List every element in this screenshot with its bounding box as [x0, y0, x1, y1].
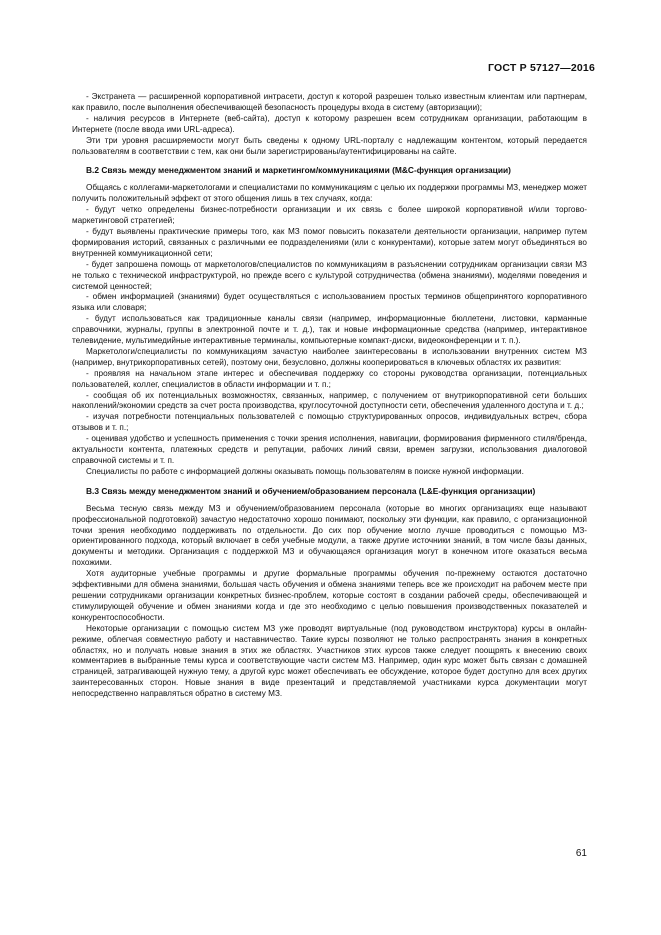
- paragraph: - будет запрошена помощь от маркетологов/специалистов по коммуникациям в разъяснении сотрудникам организации связи МЗ не только с технической инфраструктурой, но прежде всего с культурой сотрудничества (обмена знаниями), моделями поведения и системой ценностей;: [72, 259, 587, 291]
- paragraph: - проявляя на начальном этапе интерес и обеспечивая поддержку со стороны руководства организации, потенциальных пользователей, коллег, специалистов в области информации и т. п.;: [72, 368, 587, 389]
- paragraph: Некоторые организации с помощью систем МЗ уже проводят виртуальные (под руководством инструктора) курсы в онлайн-режиме, облегчая совместную работу и наставничество. Такие курсы позволяют не только распространять знания в конкретных областях, но и получать новые знания в этих же областях. Участников этих курсов также следует поощрять к внесению своих комментариев в выбранные темы курса и соответствующие части систем МЗ. Например, один курс может быть связан с домашней страницей, затрагивающей нужную тему, а другой курс может обеспечивать ее обсуждение, которое будет доступно для всех других заинтересованных сторон. Новые знания в виде презентаций и представляемой участниками курса документации могут непосредственно направляться обратно в систему МЗ.: [72, 623, 587, 699]
- section-heading: В.2 Связь между менеджментом знаний и маркетингом/коммуникациями (M&C-функция организации): [86, 165, 511, 176]
- page-number: 61: [575, 848, 587, 859]
- paragraph: - будут выявлены практические примеры того, как МЗ помог повысить показатели деятельности организации, например путем формирования историй, связанных с различными ее подразделениями (или с конкурентами), которые затем могут объединяться во внутренней коммуникационной сети;: [72, 226, 587, 258]
- paragraph: - наличия ресурсов в Интернете (веб-сайта), доступ к которому разрешен всем сотрудникам организации, работающим в Интернете (после ввода ими URL-адреса).: [72, 113, 587, 134]
- paragraph: - будут использоваться как традиционные каналы связи (например, информационные бюллетени, листовки, карманные справочники, журналы, группы в электронной почте и т. д.), так и новые информационные средства (например, интерактивное телевидение, мультимедийные интерактивные терминалы, компьютерные компакт-диски, видеоконференции и т. п.).: [72, 314, 587, 346]
- paragraph: Специалисты по работе с информацией должны оказывать помощь пользователям в поиске нужной информации.: [86, 466, 524, 476]
- paragraph: Маркетологи/специалисты по коммуникациям зачастую наиболее заинтересованы в использовании внутренних систем МЗ (например, внутрикорпоративных сетей), поэтому они, безусловно, должны кооперироваться в ключевых областях их развития:: [72, 346, 587, 367]
- paragraph: Общаясь с коллегами-маркетологами и специалистами по коммуникациям с целью их поддержки программы МЗ, менеджер может получить положительный эффект от этого общения лишь в тех случаях, когда:: [72, 183, 587, 204]
- paragraph: - Экстранета — расширенной корпоративной интрасети, доступ к которой разрешен только известным клиентам или партнерам, как правило, после выполнения обеспечивающей безопасность процедуры входа в систему (авторизации);: [72, 92, 587, 112]
- paragraph: - оценивая удобство и успешность применения с точки зрения исполнения, навигации, формирования фирменного стиля/бренда, актуальности контента, платежных средств и репутации, рабочих линий связи, времен загрузки, использования диалоговой справочной системы и т. п.: [72, 434, 587, 465]
- section-heading: В.3 Связь между менеджментом знаний и обучением/образованием персонала (L&E-функция организации): [86, 485, 536, 496]
- paragraph: - сообщая об их потенциальных возможностях, связанных, например, с получением от внутрикорпоративной сети больших накоплений/экономии средств за счет роста производства, круглосуточной доступности сети, обеспечения удаленного доступа и т. д.;: [72, 390, 587, 411]
- paragraph: - изучая потребности потенциальных пользователей с помощью структурированных опросов, индивидуальных встреч, сбора отзывов и т. п.;: [72, 412, 587, 433]
- paragraph: - обмен информацией (знаниями) будет осуществляться с использованием простых терминов общепринятого корпоративного языка или словаря;: [72, 292, 587, 313]
- paragraph: Эти три уровня расширяемости могут быть сведены к одному URL-порталу с надлежащим контентом, который передается пользователям в соответствии с тем, как они были зарегистрированы/аутентифицированы на сайте.: [72, 135, 587, 156]
- document-body: [72, 92, 587, 700]
- paragraph: Хотя аудиторные учебные программы и другие формальные программы обучения по-прежнему остаются достаточно эффективными для обмена знаниями, большая часть обучения и обмена знаниями теперь все же происходит на рабочем месте при решении сотрудниками организации конкретных бизнес-проблем, которые состоят в создании рабочей среды, обеспечивающей и стимулирующей обучение и обмен знаниями когда и где это необходимо с целью повышения производственных показателей и конкурентоспособности.: [72, 569, 587, 622]
- paragraph: Весьма тесную связь между МЗ и обучением/образованием персонала (которые во многих организациях еще называют профессиональной подготовкой) зачастую недостаточно хорошо понимают, поскольку эти функции, как правило, с организационной точки зрения необходимо поддерживать по отдельности. До сих пор обучение могло лучше проводиться с помощью МЗ-ориентированного подхода, который включает в себя учебные модули, а также другие источники знаний, в том числе базы данных, документы и методики. Организация с поддержкой МЗ и обучающаяся организация могут в конечном итоге оказаться весьма похожими.: [72, 503, 587, 568]
- document-standard-number: ГОСТ Р 57127—2016: [487, 62, 595, 74]
- paragraph: - будут четко определены бизнес-потребности организации и их связь с более широкой корпоративной и/или торгово-маркетинговой стратегией;: [72, 205, 587, 226]
